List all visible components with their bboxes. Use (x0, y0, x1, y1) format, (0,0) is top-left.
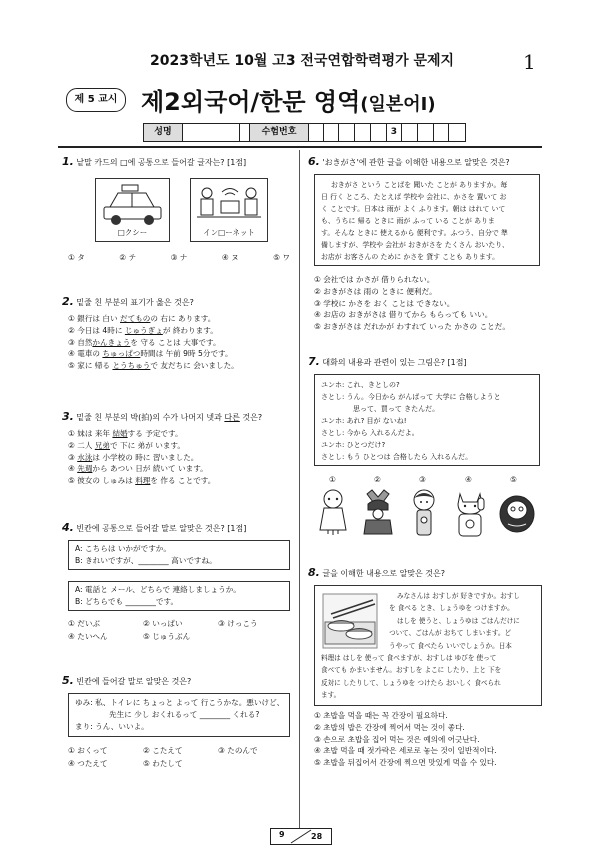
q5-choice-5[interactable]: ⑤ わたして (143, 759, 183, 768)
q7-dialog-box (314, 374, 540, 466)
q4-choice-4[interactable]: ④ たいへん (68, 632, 108, 641)
q2-choice-2[interactable]: ② 今日は 4時に じゅうぎょが 終わります。 (68, 325, 218, 335)
q6-choices (314, 274, 510, 333)
subject-main: 제2외국어/한문 영역 (141, 88, 361, 116)
maneki-neko-icon[interactable] (452, 488, 488, 538)
name-row (143, 123, 466, 142)
q4-choice-2[interactable]: ② いっぱい (143, 619, 183, 628)
q6-line-1: おきがさ という ことばを 聞いた ことが ありますか。毎 (331, 181, 508, 189)
q4-dialog-box-1 (68, 540, 290, 570)
q5-prompt: 5. 빈칸에 들어갈 말로 알맞은 것은? (62, 674, 192, 687)
q8-line-7: 食べても かまいません。おすしを よこに したり、上と 下を (321, 666, 502, 675)
page-number-big: 1 (523, 50, 536, 74)
q1-card-1-label: □クシー (117, 228, 148, 237)
q2-choice-3[interactable]: ③ 自然かんきょうを 守る ことは 大事です。 (68, 337, 221, 347)
sushi-illustration (321, 592, 379, 650)
q5-choice-2[interactable]: ② こたえて (143, 746, 183, 755)
q4-choice-3[interactable]: ③ けっこう (218, 619, 258, 628)
q1-choice-2[interactable]: ② テ (119, 253, 137, 262)
q2-choices (68, 313, 239, 372)
q6-passage-box (314, 174, 540, 266)
q6-prompt: 6. 'おきがさ'에 관한 글을 이해한 내용으로 알맞은 것은? (308, 155, 510, 168)
q7-prompt: 7. 대화의 내용과 관련이 있는 그림은? [1점] (308, 355, 467, 368)
q8-line-4: ついて、ごはんが おちて しまいます。ど (389, 629, 512, 638)
q8-choice-1[interactable]: ① 초밥을 먹을 때는 꼭 간장이 필요하다. (314, 711, 448, 720)
q8-choice-2[interactable]: ② 초밥의 밥은 간장에 찍어서 먹는 것이 좋다. (314, 722, 465, 732)
q7-line-1: ユンホ: これ、きとしの? (321, 381, 400, 389)
q1-choice-5[interactable]: ⑤ ワ (273, 253, 290, 262)
q6-choice-2[interactable]: ② おきがさは 雨の ときに 便利だ。 (314, 286, 437, 296)
q5-choice-4[interactable]: ④ つたえて (68, 759, 108, 768)
q4-prompt: 4. 빈칸에 공통으로 들어갈 말로 알맞은 것은? [1점] (62, 521, 247, 534)
q5-choice-3[interactable]: ③ たのんで (218, 746, 258, 755)
teru-teru-bozu-icon[interactable] (318, 488, 348, 536)
subject-title (141, 82, 436, 117)
q7-choice-4-label[interactable]: ④ (465, 475, 472, 484)
q2-choice-4[interactable]: ④ 電車の ちゅっぱつ時間は 午前 9時 5分です。 (68, 349, 233, 359)
q8-choices (314, 710, 497, 769)
name-label: 성명 (144, 124, 183, 141)
q1-choice-1[interactable]: ① タ (68, 253, 85, 262)
q6-line-4: も、うちに 帰る ときに 雨が ふって いる ことが ありま (321, 217, 495, 225)
exam-no-label: 수험번호 (249, 124, 309, 141)
q6-line-7: お店が お客さんの ために かさを 貸す ことも あります。 (321, 253, 499, 261)
samurai-helmet-icon[interactable] (361, 488, 395, 538)
q4-dialog-box-2 (68, 581, 290, 611)
q3-choices (68, 428, 215, 487)
q2-choice-5[interactable]: ⑤ 家に 帰る とうちゅうで 友だちに 会いました。 (68, 361, 239, 371)
q7-line-2: さとし: うん。今日から がんばって 大学に 合格しようと (321, 393, 501, 401)
q8-choice-5[interactable]: ⑤ 초밥을 뒤집어서 간장에 찍으면 맛있게 먹을 수 있다. (314, 758, 497, 768)
q6-choice-4[interactable]: ④ お店の おきがさは 借りてから もらっても いい。 (314, 310, 493, 320)
q7-choice-1-label[interactable]: ① (329, 475, 336, 484)
internet-icon (191, 179, 267, 227)
q5-box-line-2: 先生に 少し おくれるって ________ くれる? (109, 709, 260, 719)
q4-choice-1[interactable]: ① だいぶ (68, 619, 101, 628)
q3-choice-1[interactable]: ① 妹は 来年 結婚する 予定です。 (68, 429, 183, 438)
q7-line-3: 思って、買って きたんだ。 (353, 405, 440, 413)
page-total: 28 (311, 832, 323, 841)
q3-choice-4[interactable]: ④ 先週から あつい 日が 続いて います。 (68, 464, 208, 474)
q8-line-8: 反対に したりして、しょうゆを つけたら おいしく 食べられ (321, 678, 501, 687)
q7-choice-2-label[interactable]: ② (374, 475, 381, 484)
q3-prompt: 3. 밑줄 친 부분의 박(拍)의 수가 나머지 넷과 다른 것은? (62, 410, 263, 423)
q7-choice-3-label[interactable]: ③ (419, 475, 426, 484)
q2-prompt: 2. 밑줄 친 부분의 표기가 옳은 것은? (62, 295, 194, 308)
q5-dialog-box (68, 693, 290, 737)
session-badge: 제 5 교시 (66, 88, 126, 112)
q3-choice-3[interactable]: ③ 水泳は 小学校の 時に 習いました。 (68, 452, 199, 462)
q6-choice-5[interactable]: ⑤ おきがさは だれかが わすれて いった かさの ことだ。 (314, 322, 510, 332)
header-rule (58, 146, 542, 148)
q1-choice-4[interactable]: ④ ヌ (221, 253, 239, 262)
q8-choice-3[interactable]: ③ 손으로 초밥을 집어 먹는 것은 예의에 어긋난다. (314, 734, 480, 744)
q6-line-3: く ことです。日本は 雨が よく ふります。朝は はれて いて (321, 205, 506, 213)
exam-title: 2023학년도 10월 고3 전국연합학력평가 문제지 (150, 53, 455, 69)
q7-choice-5-label[interactable]: ⑤ (510, 475, 517, 484)
q6-choice-3[interactable]: ③ 学校に かさを おく ことは できない。 (314, 298, 455, 308)
q4-box1-line-2: B: きれいですが、________ 高いですね。 (75, 555, 217, 565)
exam-no-digit: 3 (387, 124, 403, 141)
column-divider (299, 150, 300, 828)
page-indicator (270, 828, 332, 845)
q8-line-5: うやって 食べたら いいでしょうか。日本 (389, 641, 512, 650)
q3-choice-5[interactable]: ⑤ 彼女の しゅみは 料理を 作る ことです。 (68, 476, 216, 486)
q4-choice-5[interactable]: ⑤ じゅうぶん (143, 632, 191, 641)
q5-box-line-3: まり: うん、いいよ。 (75, 721, 149, 731)
q8-line-1: みなさんは おすしが 好きですか。おすし (397, 592, 520, 600)
q1-card-2 (190, 178, 268, 242)
q7-line-4: ユンホ: あれ? 目が ないね! (321, 417, 407, 425)
taxi-icon (96, 179, 169, 227)
q8-line-2: を 食べる とき、しょうゆを つけますか。 (389, 604, 514, 613)
q1-prompt: 1. 낱말 카드의 □에 공통으로 들어갈 글자는? [1점] (62, 155, 247, 168)
q1-card-2-label: イン□ーネット (203, 228, 255, 237)
q5-choice-1[interactable]: ① おくって (68, 746, 108, 755)
q8-line-9: ます。 (321, 691, 341, 700)
q6-line-6: 備しますが、学校や 会社が おきがさを たくさん おいたり、 (321, 241, 509, 249)
q6-choice-1[interactable]: ① 会社では かさが 借りられない。 (314, 275, 435, 284)
q4-box1-line-1: A: こちらは いかがですか。 (75, 544, 171, 553)
q8-prompt: 8. 글을 이해한 내용으로 알맞은 것은? (308, 566, 445, 579)
q3-choice-2[interactable]: ② 二人 兄弟で 下に 弟が います。 (68, 440, 185, 450)
q4-box2-line-1: A: 電話と メール、どちらで 連絡しましょうか。 (75, 585, 241, 594)
q2-choice-1[interactable]: ① 銀行は 白い だてものの 右に あります。 (68, 314, 216, 323)
q8-choice-4[interactable]: ④ 초밥 먹을 때 젓가락은 세로로 놓는 것이 일반적이다. (314, 746, 497, 756)
q1-choice-3[interactable]: ③ ナ (170, 253, 188, 262)
page-current: 9 (279, 830, 285, 839)
q7-line-6: ユンホ: ひとつだけ? (321, 441, 386, 449)
q7-line-7: さとし: もう ひとつは 合格したら 入れるんだ。 (321, 453, 473, 461)
q1-choices (68, 252, 290, 263)
daruma-doll-icon[interactable] (498, 492, 536, 534)
exam-no-cells[interactable] (308, 124, 464, 141)
q1-card-1 (95, 178, 170, 242)
q4-box2-line-2: B: どちらでも ________です。 (75, 596, 179, 606)
subject-sub: (일본어Ⅰ) (360, 94, 436, 115)
q8-passage-box (314, 585, 542, 706)
q6-line-2: 日 行く ところ、たとえば 学校や 会社に、かさを 置いて お (321, 193, 507, 201)
q8-line-3: はしを 使うと、しょうゆは ごはんだけに (397, 616, 520, 625)
kokeshi-doll-icon[interactable] (411, 488, 437, 538)
q7-line-5: さとし: 今から 入れるんだよ。 (321, 429, 419, 437)
q6-line-5: す。そんな ときに 使えるから 便利です。ふつう、自分で 準 (321, 229, 508, 237)
q8-line-6: 料理は はしを 使って 食べますが、おすしは ゆびを 使って (321, 654, 497, 662)
name-field[interactable] (183, 124, 240, 141)
q5-box-line-1: ゆみ: 私、トイレに ちょっと よって 行こうかな。悪いけど、 (75, 698, 285, 707)
